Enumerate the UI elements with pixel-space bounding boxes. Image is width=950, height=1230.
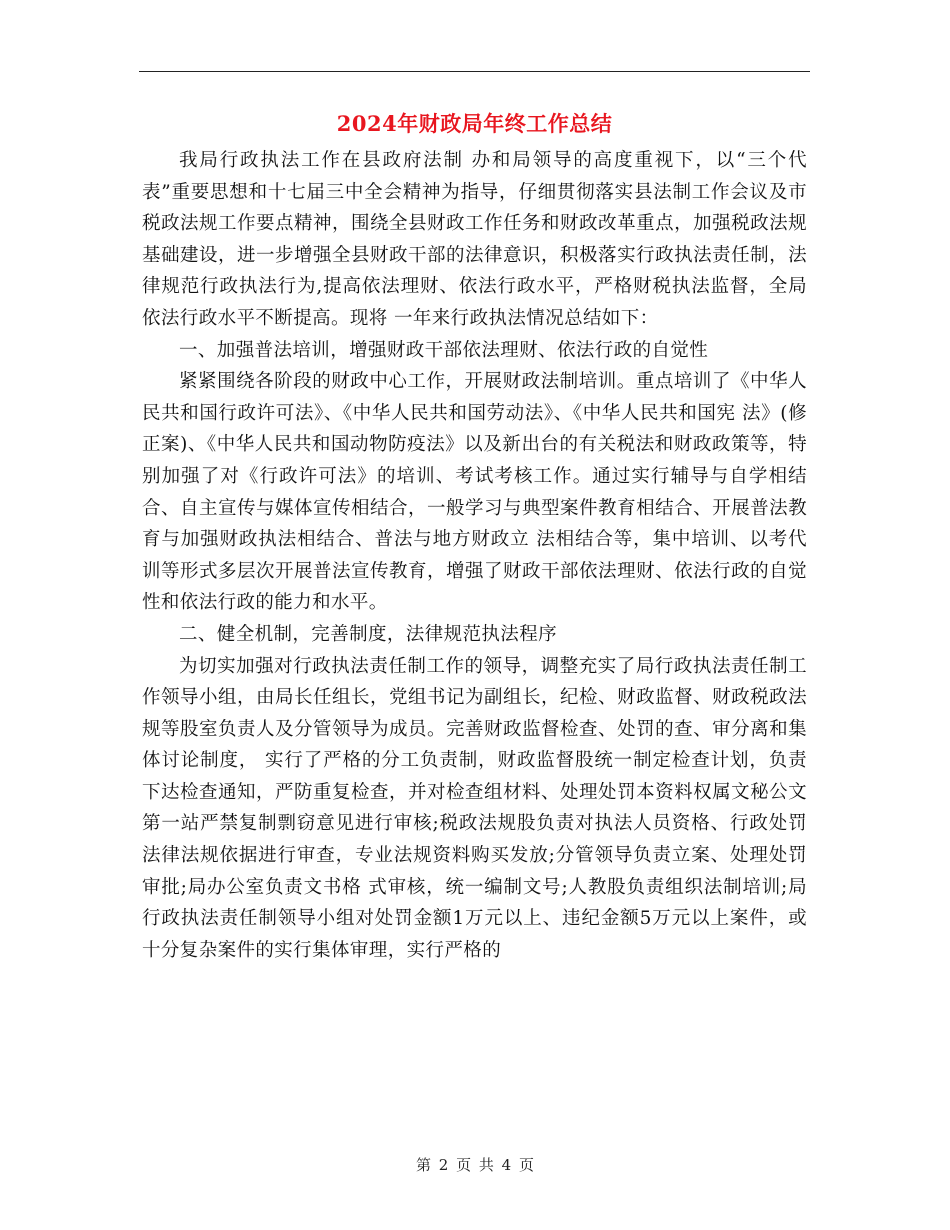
- section-heading-2: 二、健全机制，完善制度，法律规范执法程序: [179, 623, 558, 645]
- paragraph-section-1: 紧紧围绕各阶段的财政中心工作，开展财政法制培训。重点培训了《中华人民共和国行政许可法》、《中华人民共和国劳动法》、《中华人民共和国宪 法》(修正案)、《中华人民共和国动物防疫法》以及新出台的有关税法和财政政策等，特别加强了对《行政许可法》的培训、考试考核工作。通过实行辅导与自学相结合、自主宣传与媒体宣传相结合，一般学习与典型案件教育相结合、开展普法教育与加强财政执法相结合、普法与地方财政立 法相结合等，集中培训、以考代训等形式多层次开展普法宣传教育，增强了财政干部依法理财、依法行政的自觉性和依法行政的能力和水平。: [142, 371, 807, 614]
- section-heading-1: 一、加强普法培训，增强财政干部依法理财、依法行政的自觉性: [179, 339, 709, 361]
- paragraph-section-2: 为切实加强对行政执法责任制工作的领导，调整充实了局行政执法责任制工作领导小组，由局长任组长，党组书记为副组长，纪检、财政监督、财政税政法规等股室负责人及分管领导为成员。完善财政监督检查、处罚的查、审分离和集体讨论制度， 实行了严格的分工负责制，财政监督股统一制定检查计划，负责下达检查通知，严防重复检查，并对检查组材料、处理处罚本资料权属文秘公文第一站严禁复制剽窃意见进行审核;税政法规股负责对执法人员资格、行政处罚法律法规依据进行审查，专业法规资料购买发放;分管领导负责立案、处理处罚审批;局办公室负责文书格 式审核，统一编制文号;人教股负责组织法制培训;局行政执法责任制领导小组对处罚金额1万元以上、违纪金额5万元以上案件，或十分复杂案件的实行集体审理，实行严格的: [142, 655, 807, 961]
- page-number-footer: 第 2 页 共 4 页: [416, 1156, 534, 1174]
- document-body: [142, 145, 807, 966]
- paragraph-intro: 我局行政执法工作在县政府法制 办和局领导的高度重视下，以“三个代表”重要思想和十七届三中全会精神为指导，仔细贯彻落实县法制工作会议及市税政法规工作要点精神，围绕全县财政工作任务和财政改革重点，加强税政法规基础建设，进一步增强全县财政干部的法律意识，积极落实行政执法责任制，法律规范行政执法行为,提高依法理财、依法行政水平，严格财税执法监督，全局依法行政水平不断提高。现将 一年来行政执法情况总结如下：: [142, 150, 807, 329]
- header-rule: [139, 71, 810, 72]
- document-title: 2024年财政局年终工作总结: [336, 111, 613, 136]
